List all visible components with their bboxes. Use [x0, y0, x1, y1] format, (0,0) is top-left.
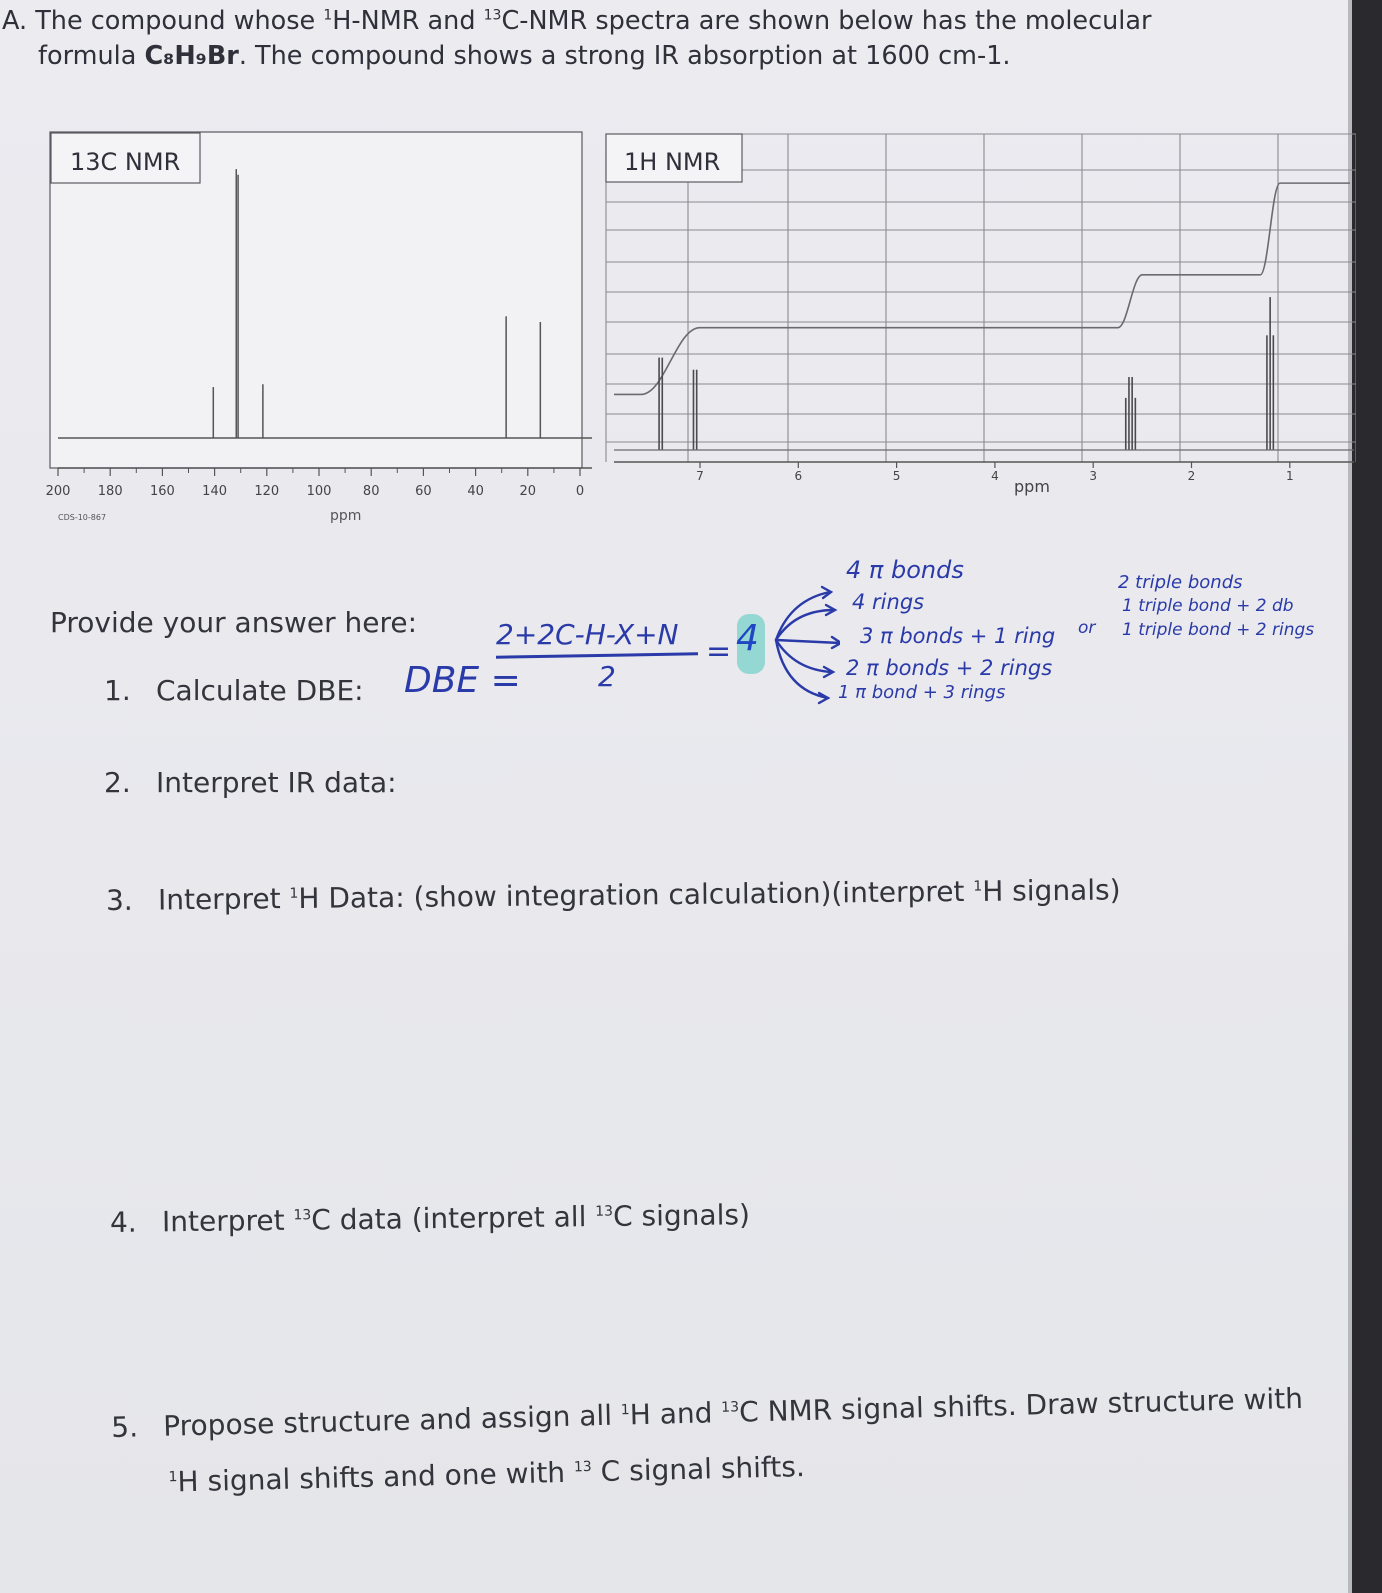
question-label: A.	[2, 6, 28, 36]
handwritten-dbe-denominator: 2	[598, 660, 616, 693]
question-1: 1. Calculate DBE:	[104, 674, 364, 707]
handwritten-option-3: 3 π bonds + 1 ring	[860, 624, 1056, 648]
c13-tick-label: 120	[254, 484, 280, 499]
molecular-formula: C₈H₉Br	[144, 41, 239, 71]
c13-ticks	[46, 468, 585, 499]
question-2: 2. Interpret IR data:	[104, 766, 397, 799]
screen-edge	[1352, 0, 1382, 1593]
h1-tick-label: 7	[696, 469, 704, 483]
c13-xlabel: ppm	[330, 508, 362, 524]
h1-integration-curve	[614, 183, 1350, 394]
h1-tick-label: 6	[794, 469, 803, 483]
c13-tick-label: 0	[575, 484, 585, 499]
c13-title: 13C NMR	[70, 148, 181, 176]
question-3: 3. Interpret $^1$H Data: (show integration calculation)(interpret $^1$H signals)	[105, 873, 1121, 917]
question-5: 5. Propose structure and assign all $^1$H and $^{13}$C NMR signal shifts. Draw structure with $^1$H signal shifts and one with $^{13}$ C signal shifts.	[111, 1371, 1305, 1512]
handwritten-dbe-numerator: 2+2C-H-X+N	[496, 618, 679, 651]
handwritten-alternative-2: 1 triple bond + 2 db	[1122, 596, 1294, 616]
c13-tick-label: 80	[362, 484, 380, 499]
c13-tick-label: 200	[45, 484, 71, 499]
handwritten-or: or	[1078, 618, 1096, 638]
question-4: 4. Interpret $^{13}$C data (interpret all $^{13}$C signals)	[109, 1198, 751, 1239]
c13-tick-label: 20	[519, 484, 537, 499]
handwritten-alternative-3: 1 triple bond + 2 rings	[1122, 620, 1315, 640]
c13-tick-label: 40	[467, 484, 484, 499]
h1-grid	[606, 134, 1356, 462]
c13-tick-label: 160	[149, 484, 175, 499]
h1-tick-label: 3	[1089, 469, 1098, 483]
h1-tick-label: 5	[892, 469, 901, 483]
c13-tick-label: 60	[415, 484, 432, 499]
handwritten-option-2: 4 rings	[852, 590, 925, 614]
h1-tick-label: 4	[991, 469, 999, 483]
handwritten-option-1: 4 π bonds	[846, 556, 964, 584]
intro-line-2: formula C₈H₉Br. The compound shows a strong IR absorption at 1600 cm-1.	[38, 41, 1011, 71]
h1-tick-label: 2	[1187, 469, 1196, 483]
handwritten-dbe-label: DBE =	[404, 660, 521, 701]
handwritten-alternative-1: 2 triple bonds	[1118, 572, 1243, 593]
c13-tick-label: 180	[97, 484, 123, 499]
handwritten-option-4: 2 π bonds + 2 rings	[846, 656, 1053, 680]
handwritten-dbe-value: 4	[736, 618, 759, 659]
handwritten-arrows	[770, 580, 840, 710]
answer-heading: Provide your answer here:	[50, 606, 418, 639]
h1-ticks	[696, 462, 1293, 483]
handwritten-equals: =	[706, 634, 732, 669]
handwritten-option-5: 1 π bond + 3 rings	[838, 682, 1006, 703]
question-intro: A. The compound whose $^1$H-NMR and $^{13}$C-NMR spectra are shown below has the molecular formula C₈H₉Br. The compound shows a strong IR absorption at 1600 cm-1.	[2, 4, 1202, 74]
handwritten-fraction-bar	[496, 652, 698, 659]
h1-xlabel: ppm	[1014, 477, 1050, 496]
h1-tick-label: 1	[1285, 469, 1294, 483]
h1-title: 1H NMR	[624, 148, 721, 176]
c13-tick-label: 100	[306, 484, 332, 499]
c13-nmr-spectrum	[40, 130, 620, 540]
question-5-line-2: $^1$H signal shifts and one with $^{13}$ C signal shifts.	[168, 1450, 806, 1499]
c13-code: CDS-10-867	[58, 513, 107, 522]
c13-tick-label: 140	[202, 484, 228, 499]
h1-nmr-spectrum	[604, 132, 1356, 512]
